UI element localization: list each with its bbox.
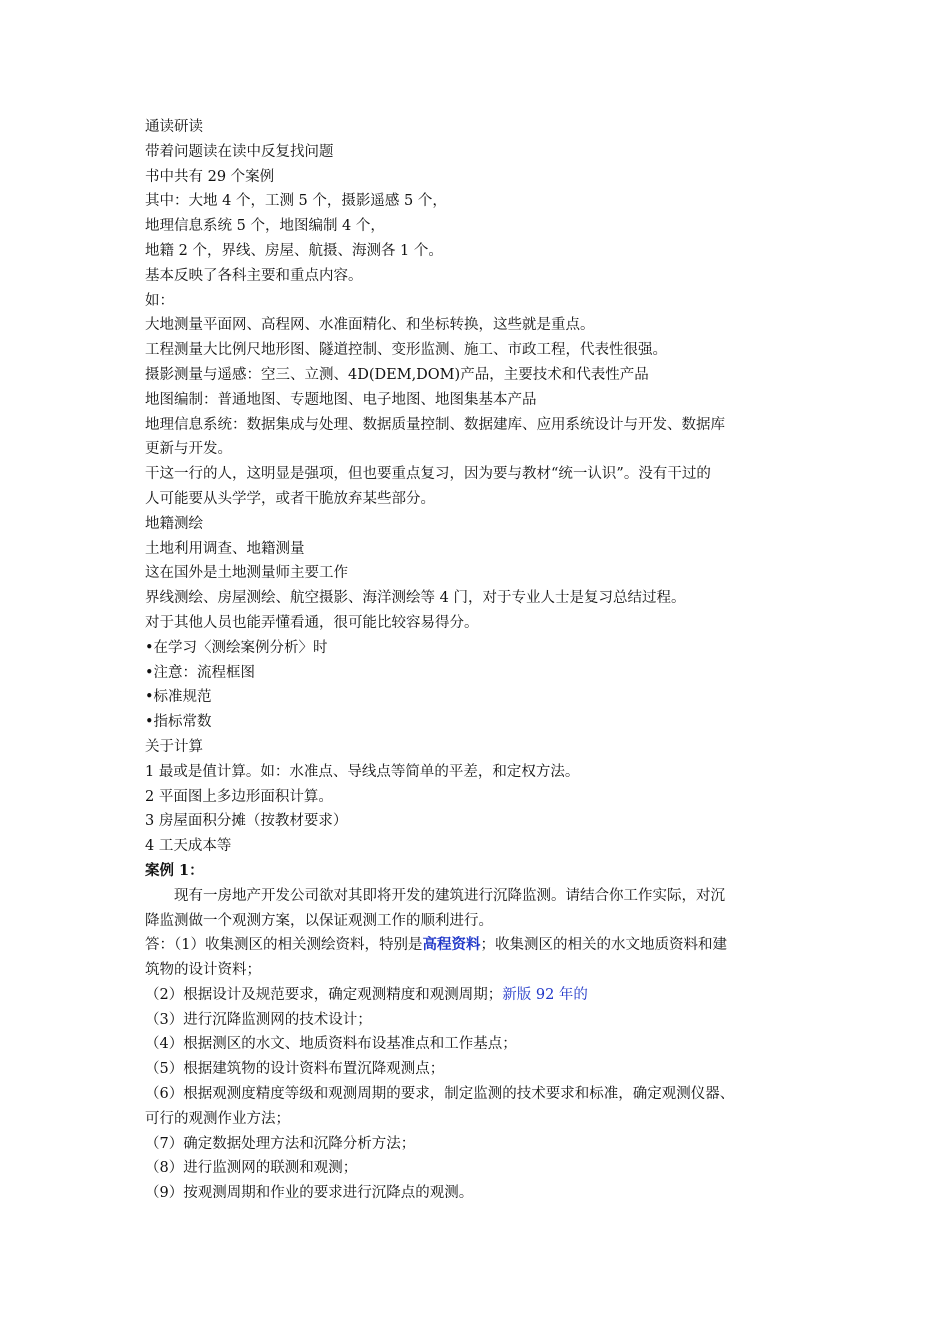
answer-1-suffix: ；收集测区的相关的水文地质资料和建 [480, 937, 727, 954]
text-line: 地籍测绘 [145, 515, 203, 532]
text-line: 更新与开发。 [145, 441, 232, 458]
text-line: 通读研读 [145, 119, 203, 135]
highlight-keyword: 高程资料 [422, 936, 481, 954]
answer-line: （7）确定数据处理方法和沉降分析方法； [145, 1135, 416, 1152]
calc-item: 4 工天成本等 [145, 838, 232, 855]
answer-line: 可行的观测作业方法； [145, 1110, 290, 1127]
text-line: 土地利用调查、地籍测量 [145, 540, 305, 557]
text-line: 工程测量大比例尺地形图、隧道控制、变形监测、施工、市政工程，代表性很强。 [145, 342, 667, 359]
answer-line: （4）根据测区的水文、地质资料布设基准点和工作基点； [145, 1036, 517, 1053]
answer-line: （5）根据建筑物的设计资料布置沉降观测点； [145, 1061, 445, 1078]
text-line: 带着问题读在读中反复找问题 [145, 143, 334, 160]
bullet-item: •指标常数 [145, 714, 212, 731]
calc-item: 2 平面图上多边形面积计算。 [145, 788, 333, 805]
answer-line: （3）进行沉降监测网的技术设计； [145, 1011, 372, 1028]
answer-line: （6）根据观测度精度等级和观测周期的要求，制定监测的技术要求和标准，确定观测仪器、 [145, 1086, 735, 1103]
case-question-line: 降监测做一个观测方案，以保证观测工作的顺利进行。 [145, 912, 493, 929]
bullet-item: •注意：流程框图 [145, 664, 256, 681]
text-line: 地理信息系统 5 个，地图编制 4 个， [145, 218, 385, 235]
text-line: 地理信息系统：数据集成与处理、数据质量控制、数据建库、应用系统设计与开发、数据库 [145, 416, 725, 433]
answer-line: 筑物的设计资料； [145, 962, 261, 979]
answer-line: （8）进行监测网的联测和观测； [145, 1160, 358, 1177]
text-line: 摄影测量与遥感：空三、立测、4D(DEM,DOM)产品，主要技术和代表性产品 [145, 366, 649, 383]
case-question-line: 现有一房地产开发公司欲对其即将开发的建筑进行沉降监测。请结合你工作实际，对沉 [174, 887, 725, 904]
bullet-item: •标准规范 [145, 689, 212, 706]
text-line: 界线测绘、房屋测绘、航空摄影、海洋测绘等 4 门，对于专业人士是复习总结过程。 [145, 590, 686, 607]
text-line: 如： [145, 292, 174, 309]
text-line: 书中共有 29 个案例 [145, 168, 275, 185]
case-title: 案例 1： [145, 861, 204, 879]
answer-line: （9）按观测周期和作业的要求进行沉降点的观测。 [145, 1185, 474, 1202]
calc-heading: 关于计算 [145, 738, 203, 755]
text-line: 基本反映了各科主要和重点内容。 [145, 267, 363, 284]
text-line: 干这一行的人，这明显是强项，但也要重点复习，因为要与教材“统一认识”。没有干过的 [145, 466, 711, 483]
text-line: 其中：大地 4 个，工测 5 个，摄影遥感 5 个， [145, 193, 447, 210]
answer-line-1 [145, 933, 810, 958]
text-line: 大地测量平面网、高程网、水准面精化、和坐标转换，这些就是重点。 [145, 317, 595, 334]
calc-item: 3 房屋面积分摊（按教材要求） [145, 813, 348, 830]
text-line: 地籍 2 个，界线、房屋、航摄、海测各 1 个。 [145, 242, 443, 259]
text-line: 对于其他人员也能弄懂看通，很可能比较容易得分。 [145, 614, 479, 631]
answer-1-prefix: 答：（1）收集测区的相关测绘资料，特别是 [145, 937, 423, 954]
highlight-note: 新版 92 年的 [502, 986, 588, 1003]
text-line: 人可能要从头学学，或者干脆放弃某些部分。 [145, 490, 435, 507]
document-page [145, 115, 810, 1206]
answer-2-text: （2）根据设计及规范要求，确定观测精度和观测周期； [145, 986, 503, 1003]
answer-line-2 [145, 983, 810, 1008]
calc-item: 1 最或是值计算。如：水准点、导线点等简单的平差，和定权方法。 [145, 763, 580, 780]
text-line: 这在国外是土地测量师主要工作 [145, 565, 348, 582]
text-line: 地图编制：普通地图、专题地图、电子地图、地图集基本产品 [145, 391, 537, 408]
bullet-item: •在学习〈测绘案例分析〉时 [145, 639, 328, 656]
